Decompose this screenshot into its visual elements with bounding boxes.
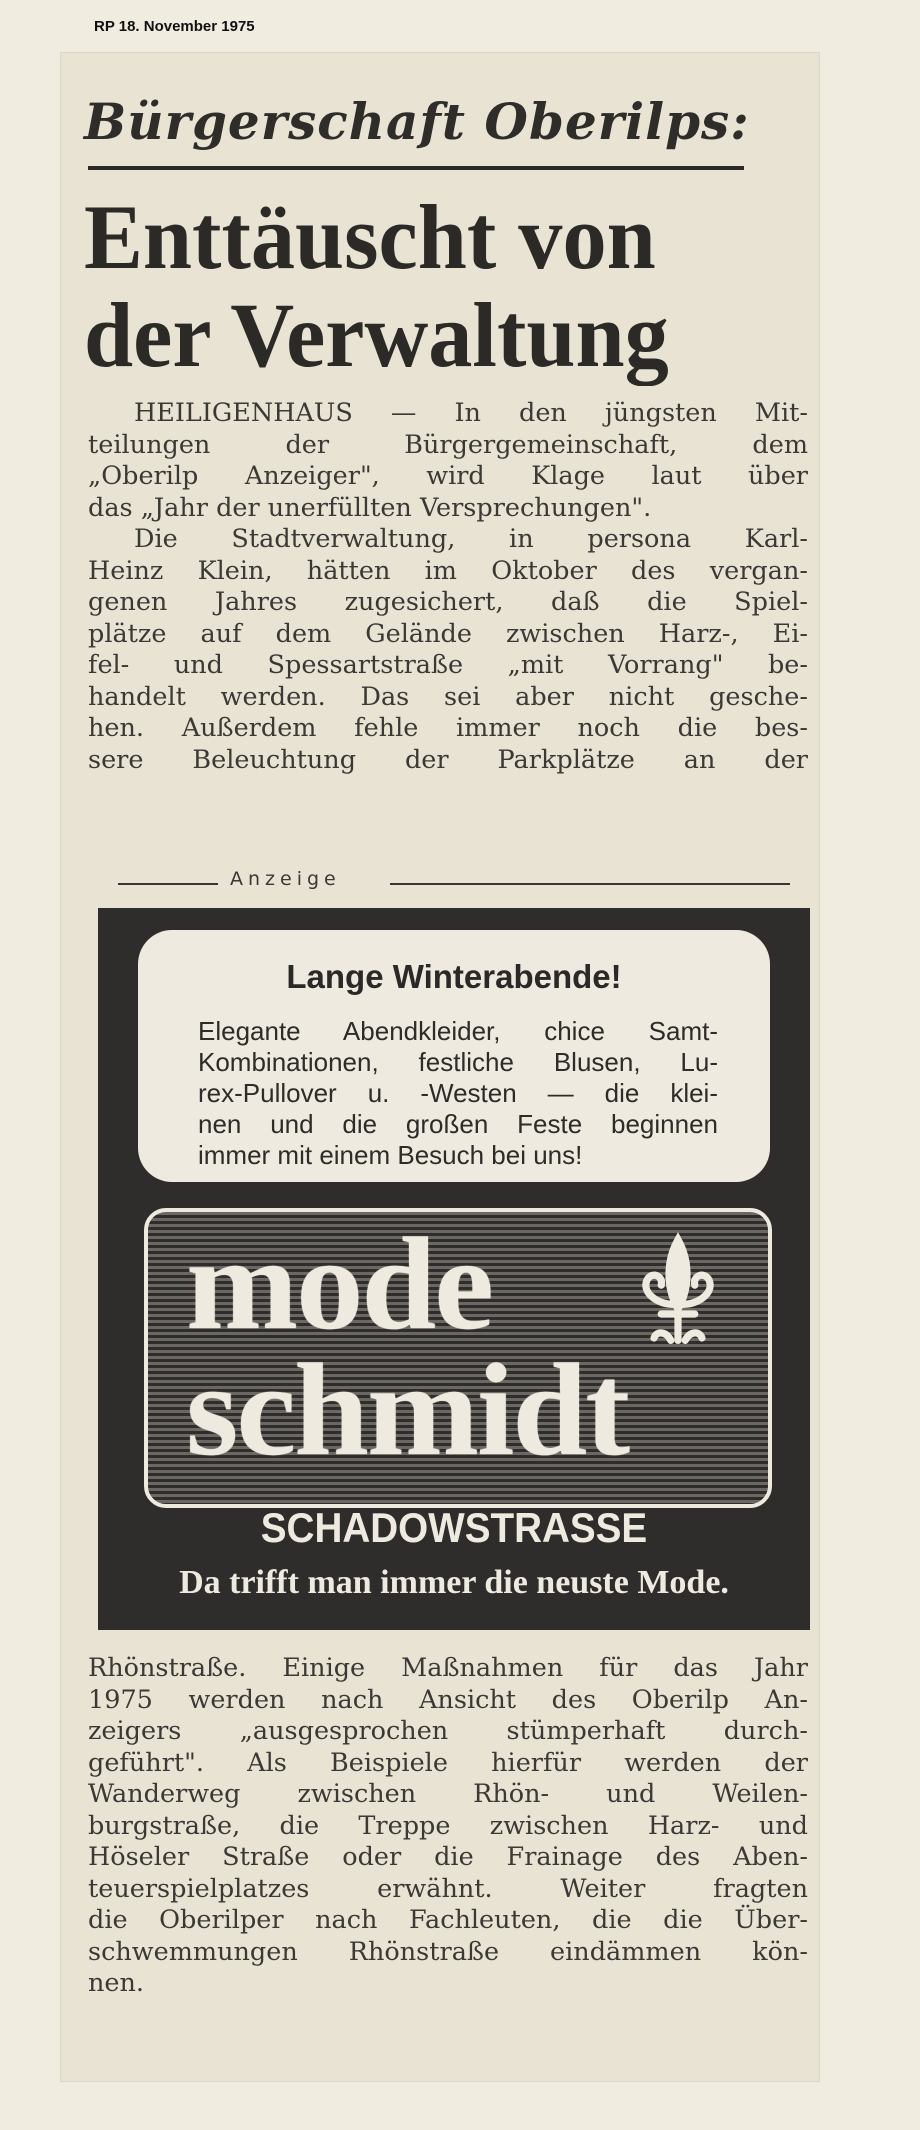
advert-slogan: Da trifft man immer die neuste Mode. <box>179 1564 729 1601</box>
body-line: Höseler Straße oder die Frainage des Aben- <box>88 1842 808 1872</box>
body-line: hen. Außerdem fehle immer noch die bes- <box>88 713 808 743</box>
advert-rule-left <box>118 883 218 885</box>
fleur-de-lis-icon <box>618 1230 738 1350</box>
body-line: Rhönstraße. Einige Maßnahmen für das Jahr <box>88 1653 808 1683</box>
article-body-bottom <box>88 1653 808 2000</box>
body-line: Heinz Klein, hätten im Oktober des vergan- <box>88 555 808 586</box>
advert-copy-line: nen und die großen Feste beginnen <box>198 1109 718 1139</box>
logo-word-mode: mode <box>186 1210 492 1357</box>
advert-rule-right <box>390 883 790 885</box>
body-line: plätze auf dem Gelände zwischen Harz-, Ei- <box>88 618 808 649</box>
article-body-top <box>88 398 808 776</box>
advert-copy <box>198 1016 718 1171</box>
source-date-label: RP 18. November 1975 <box>94 18 255 35</box>
body-line: zeigers „ausgesprochen stümperhaft durch- <box>88 1716 808 1746</box>
advert-copy-line: Elegante Abendkleider, chice Samt- <box>198 1016 718 1046</box>
body-line: geführt". Als Beispiele hierfür werden der <box>88 1747 808 1778</box>
body-line: „Oberilp Anzeiger", wird Klage laut über <box>88 461 808 491</box>
advert-street: SCHADOWSTRASSE <box>260 1504 648 1551</box>
body-line: nen. <box>88 1968 145 1998</box>
body-line: genen Jahres zugesichert, daß die Spiel- <box>88 587 808 617</box>
advertisement <box>98 908 810 1630</box>
body-line: teuerspielplatzes erwähnt. Weiter fragten <box>88 1873 808 1904</box>
kicker-divider <box>88 166 744 170</box>
body-line: die Oberilper nach Fachleuten, die die Über- <box>88 1905 808 1935</box>
body-line: teilungen der Bürgergemeinschaft, dem <box>88 429 808 460</box>
body-line: Die Stadtverwaltung, in persona Karl- <box>134 524 808 554</box>
advert-title: Lange Winterabende! <box>286 958 622 995</box>
body-line: sere Beleuchtung der Parkplätze an der <box>88 744 808 775</box>
logo-word-schmidt: schmidt <box>186 1336 629 1483</box>
advert-copy-line: Kombinationen, festliche Blusen, Lu- <box>198 1047 718 1077</box>
body-line: HEILIGENHAUS — In den jüngsten Mit- <box>134 398 808 428</box>
body-line: das „Jahr der unerfüllten Versprechungen". <box>88 492 652 523</box>
body-line: Wanderweg zwischen Rhön- und Weilen- <box>88 1779 808 1809</box>
body-line: fel- und Spessartstraße „mit Vorrang" be- <box>88 650 808 680</box>
advert-text-panel <box>138 930 770 1182</box>
body-line: 1975 werden nach Ansicht des Oberilp An- <box>88 1684 808 1715</box>
advert-copy-line: immer mit einem Besuch bei uns! <box>198 1140 583 1170</box>
body-line: schwemmungen Rhönstraße eindämmen kön- <box>88 1936 808 1967</box>
article-headline <box>84 188 737 384</box>
advert-copy-line: rex-Pullover u. -Westen — die klei- <box>198 1078 718 1108</box>
advert-label: Anzeige <box>230 868 341 890</box>
headline-line-1: Enttäuscht von <box>84 186 656 288</box>
advert-label-row <box>118 868 808 898</box>
body-line: handelt werden. Das sei aber nicht gesche- <box>88 681 808 712</box>
headline-line-2: der Verwaltung <box>84 284 669 386</box>
store-logo <box>144 1208 772 1508</box>
body-line: burgstraße, die Treppe zwischen Harz- und <box>88 1810 808 1841</box>
article-kicker: Bürgerschaft Oberilps: <box>84 92 750 151</box>
